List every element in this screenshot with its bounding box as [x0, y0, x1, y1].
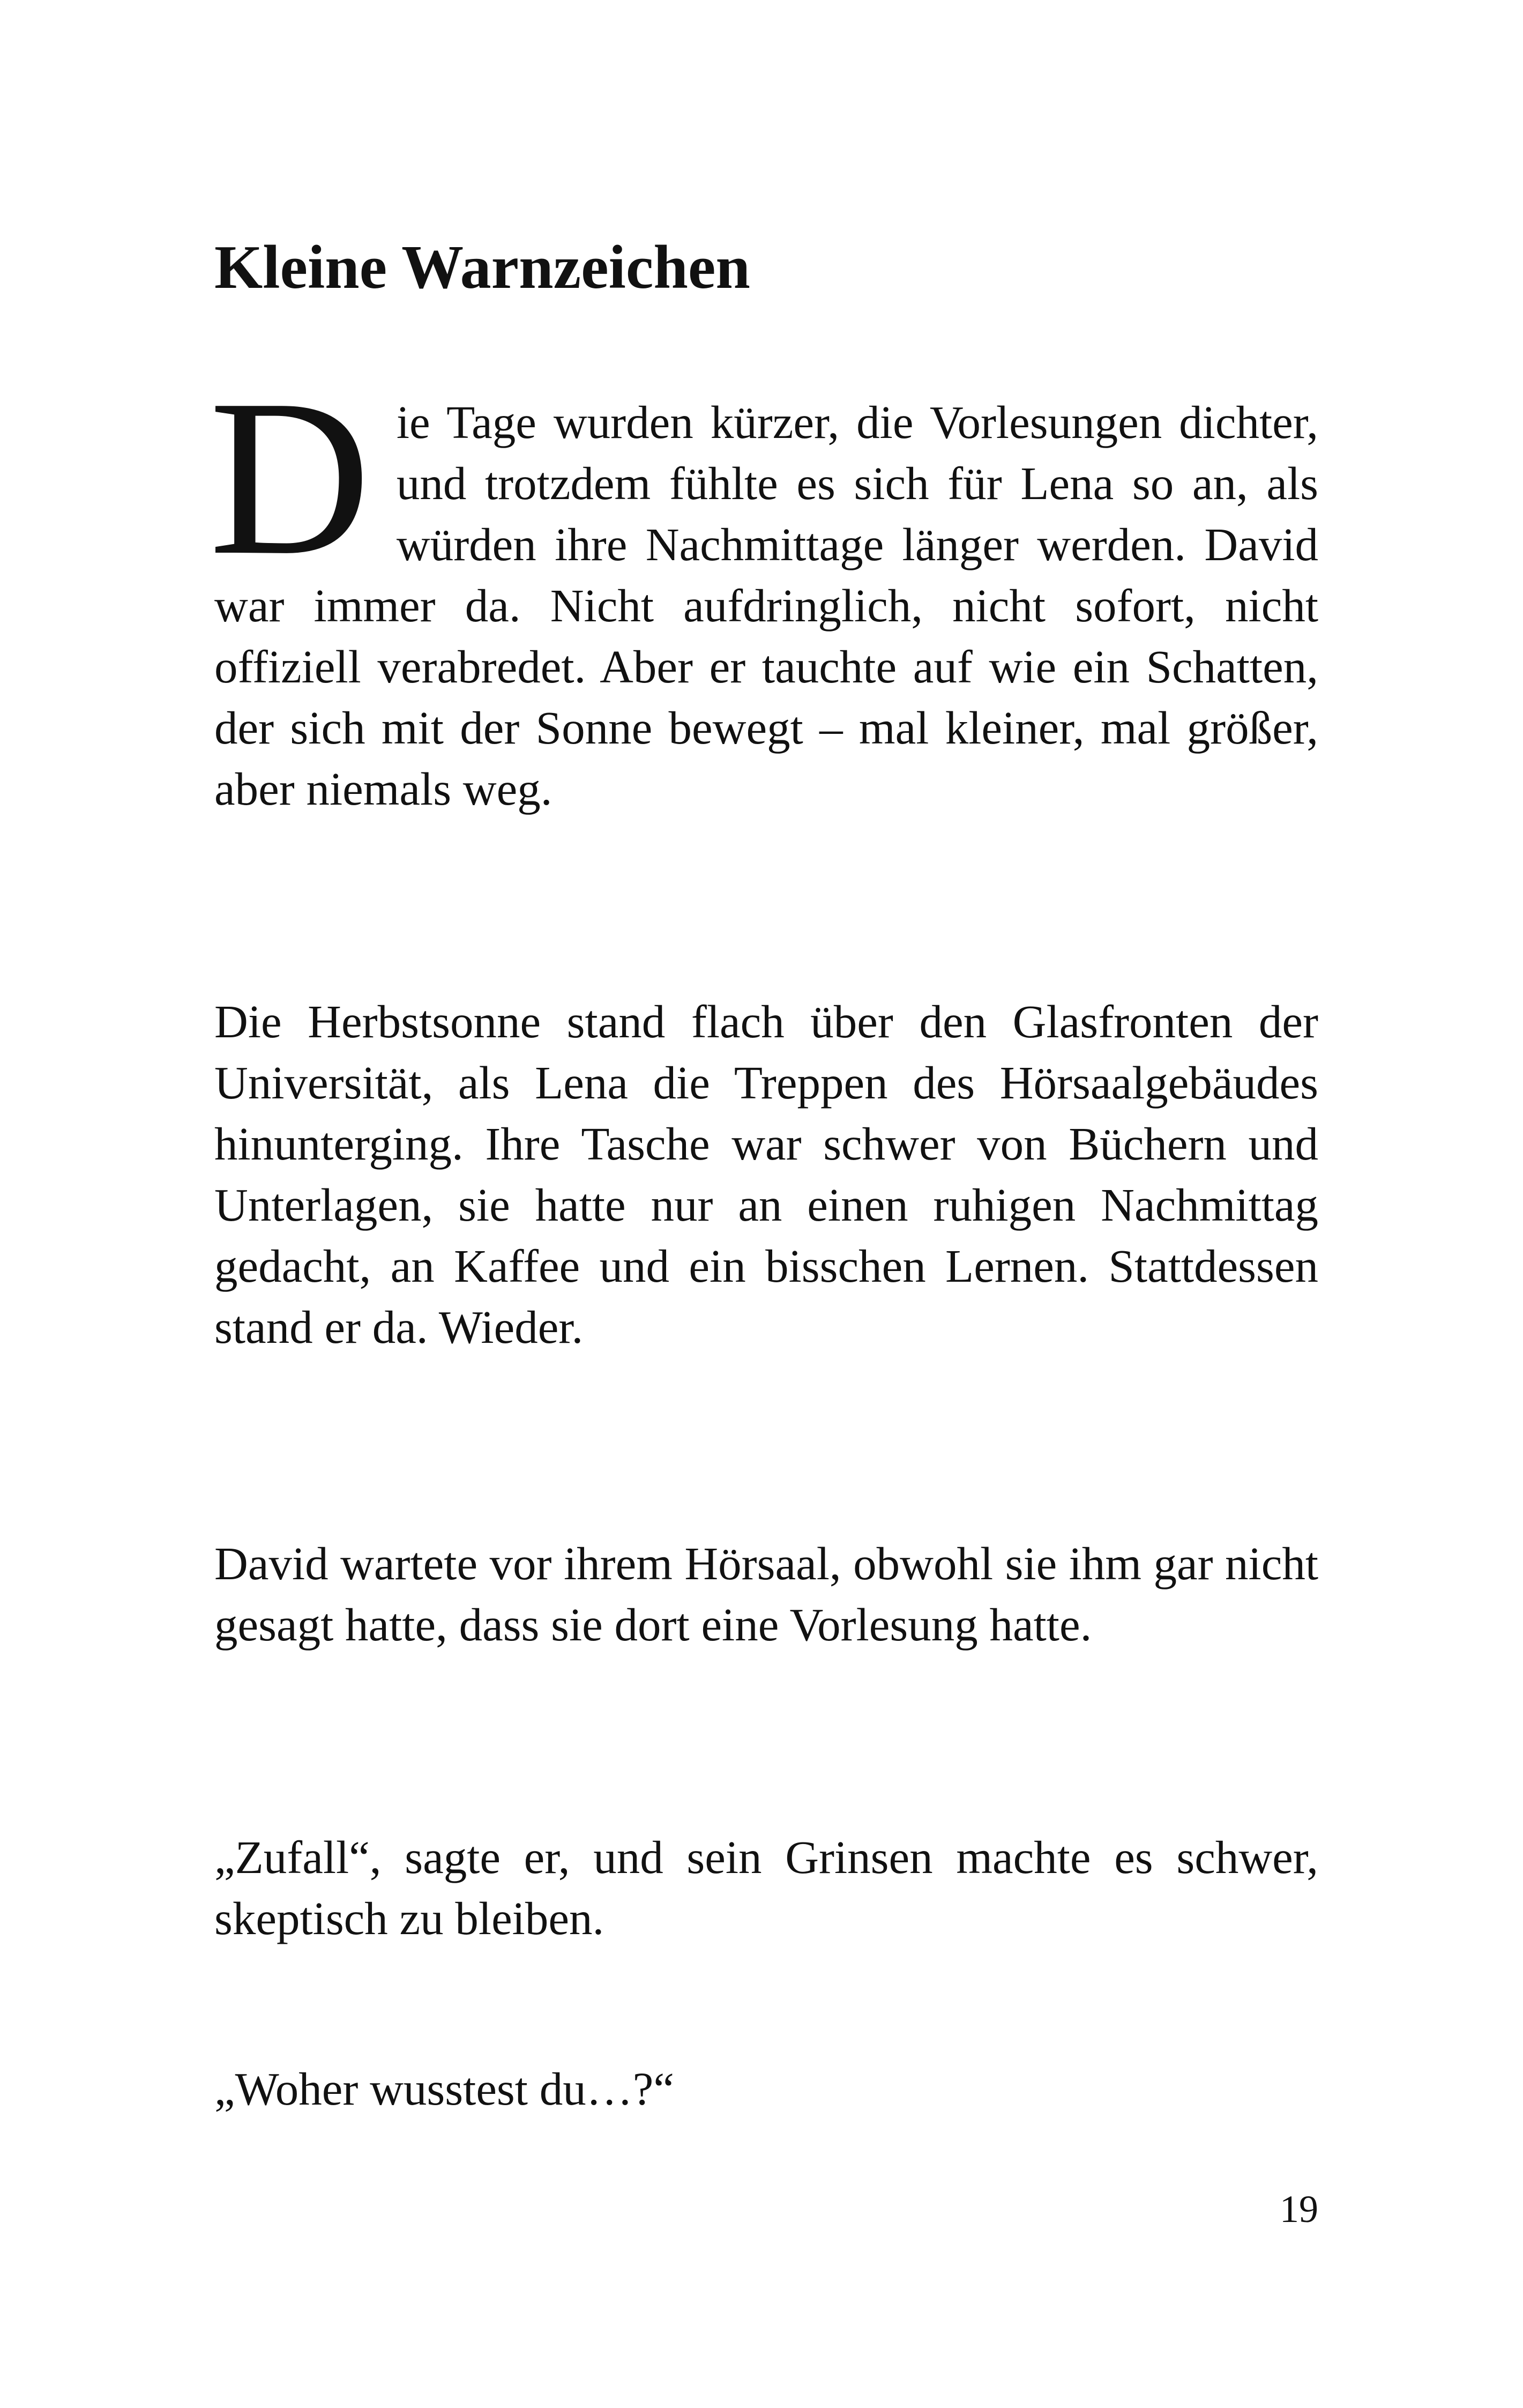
- paragraph-opening: [209, 354, 1318, 820]
- book-page: [209, 0, 1318, 2408]
- paragraph-david-wartete: David wartete vor ihrem Hörsaal, obwohl sie ihm gar nicht gesagt hatte, dass sie dort eine Vorlesung hatte.: [214, 1537, 1318, 1651]
- chapter-title: Kleine Warnzeichen: [214, 233, 750, 302]
- paragraph-woher: „Woher wusstest du…?“: [214, 2063, 674, 2115]
- page-number: 19: [1280, 2188, 1318, 2231]
- paragraph-opening-text: ie Tage wurden kürzer, die Vorlesungen dichter, und trotzdem fühlte es sich für Lena so an, als würden ihre Nachmittage länger werden. David war immer da. Nicht aufdringlich, nicht sofort, nicht offiziell verabredet. Aber er tauchte auf wie ein Schatten, der sich mit der Sonne bewegt – mal kleiner, mal größer, aber niemals weg.: [214, 396, 1318, 815]
- paragraph-herbstsonne: Die Herbstsonne stand flach über den Glasfronten der Universität, als Lena die Treppen des Hörsaalgebäudes hinunterging. Ihre Tasche war schwer von Büchern und Unterlagen, sie hatte nur an einen ruhigen Nachmittag gedacht, an Kaffee und ein bisschen Lernen. Stattdessen stand er da. Wieder.: [214, 995, 1318, 1353]
- drop-cap-letter: D: [209, 354, 371, 601]
- paragraph-zufall: „Zufall“, sagte er, und sein Grinsen machte es schwer, skeptisch zu bleiben.: [214, 1831, 1318, 1944]
